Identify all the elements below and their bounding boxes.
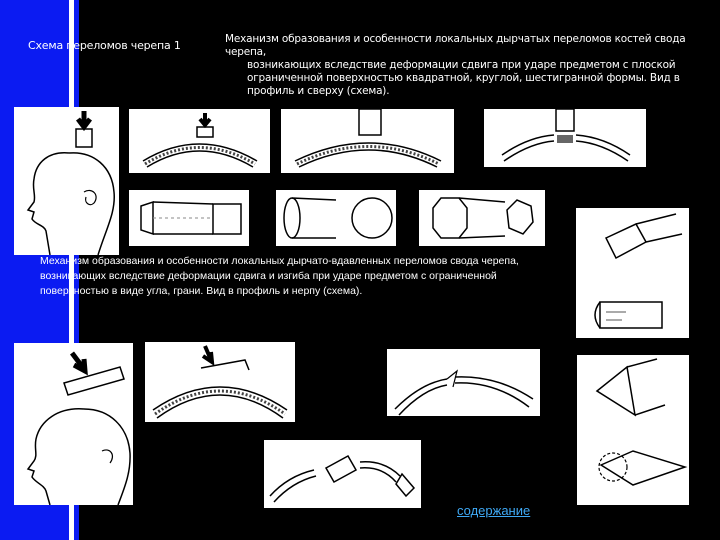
left-title: Схема переломов черепа 1: [28, 39, 181, 52]
arch-panel-fragments: [264, 440, 421, 508]
hexagon-prism-panel: [419, 190, 545, 246]
cylinder-panel: [276, 190, 396, 246]
main-title-line1: Механизм образования и особенности локальных дырчатых переломов костей свода черепа,: [225, 33, 686, 58]
skull-arch-icon: [264, 440, 421, 508]
main-title: [225, 33, 715, 98]
arch-panel-square: [129, 109, 270, 173]
square-prism-icon: [129, 190, 249, 246]
cylinder-icon: [276, 190, 396, 246]
arch-panel-punched: [484, 109, 646, 167]
wedge-panel-top: [576, 208, 689, 338]
head-profile-panel-2: [14, 343, 133, 505]
skull-arch-icon: [387, 349, 540, 416]
arch-panel-broken: [387, 349, 540, 416]
skull-arch-icon: [281, 109, 454, 173]
main-title-rest: возникающих вследствие деформации сдвига при ударе предметом с плоской ограниченной поверхностью квадратной, круглой, шестигранной формы. Вид в профиль и сверху (схема).: [247, 59, 680, 97]
arch-panel-round: [281, 109, 454, 173]
skull-arch-icon: [129, 109, 270, 173]
head-profile-icon: [14, 107, 119, 255]
head-profile-icon: [14, 343, 133, 505]
caption-second: Механизм образования и особенности локальных дырчато-вдавленных переломов свода черепа, возникающих вследствие деформации сдвига и изгиба при ударе предметом с ограниченной поверхностью в виде угла, грани. Вид в профиль и нерпу (схема).: [40, 255, 519, 297]
head-profile-panel-1: [14, 107, 119, 255]
wedge-icon: [576, 208, 689, 338]
skull-arch-icon: [145, 342, 295, 422]
wedge-panel-bottom: [577, 355, 689, 505]
contents-link[interactable]: содержание: [457, 503, 531, 518]
square-prism-panel: [129, 190, 249, 246]
wedge-icon: [577, 355, 689, 505]
arch-panel-wedge: [145, 342, 295, 422]
hexagon-prism-icon: [419, 190, 545, 246]
skull-arch-icon: [484, 109, 646, 167]
